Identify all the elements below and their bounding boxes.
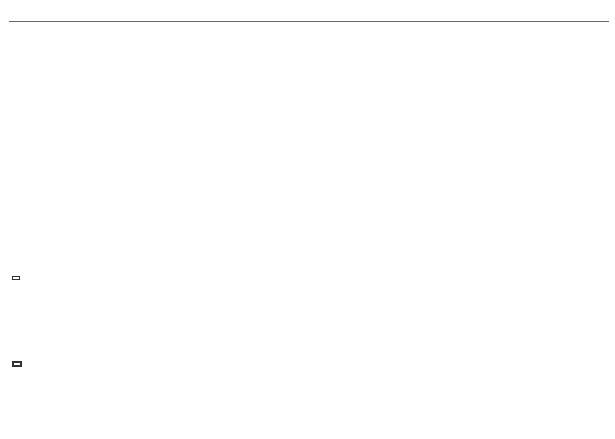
- department-box-deporte: [12, 276, 20, 280]
- header-divider: [9, 21, 609, 22]
- department-box-saude: [12, 361, 22, 367]
